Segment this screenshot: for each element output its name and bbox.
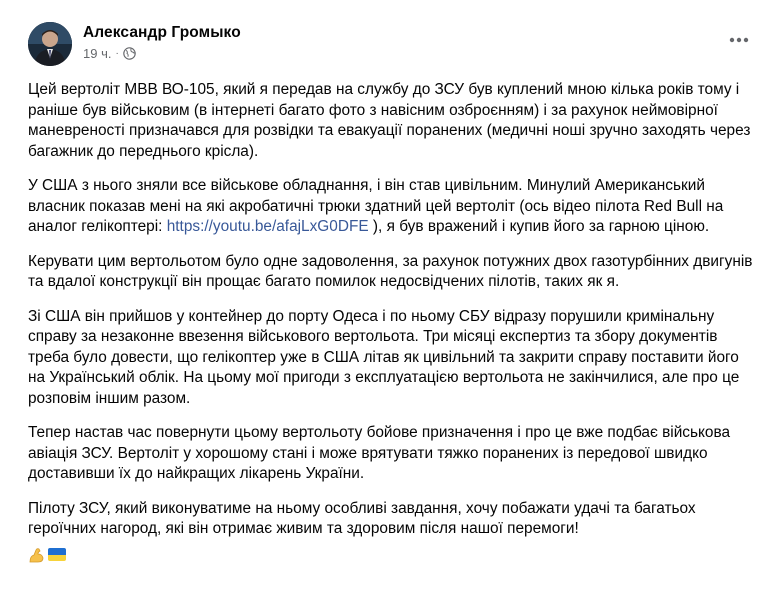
emoji-line <box>28 546 758 564</box>
paragraph-2-text: У США з нього зняли все військове обладнання, і він став цивільним. Минулий Американський власник показав мені на які акробатичні трюки здатний цей вертоліт (ось відео пілота Red Bull на аналог гелікоптері: <box>28 177 724 235</box>
post-meta <box>83 46 136 61</box>
ukraine-flag-emoji-icon <box>48 548 66 561</box>
paragraph-2-text-end: ), я був вражений і купив його за гарною ціною. <box>368 218 710 235</box>
post-time[interactable]: 19 ч. <box>83 46 112 61</box>
globe-icon[interactable] <box>123 47 136 60</box>
post-body <box>28 80 758 564</box>
more-options-icon <box>729 37 749 43</box>
youtube-link[interactable]: https://youtu.be/afajLxG0DFE <box>166 218 369 235</box>
avatar[interactable] <box>28 22 72 66</box>
flag-yellow-stripe <box>48 555 66 562</box>
paragraph-6: Пілоту ЗСУ, який виконуватиме на ньому особливі завдання, хочу побажати удачі та багатьох героїчних нагород, які він отримає живим та здоровим після нашої перемоги! <box>28 499 696 537</box>
avatar-image <box>28 22 72 66</box>
paragraph-5: Тепер настав час повернути цьому вертольоту бойове призначення і про це вже подбає військова авіація ЗСУ. Вертоліт у хорошому стані і може врятувати тяжко поранених із передової швидко доставивши їх до найкращих лікарень України. <box>28 424 731 482</box>
post-header <box>28 20 761 68</box>
paragraph-4: Зі США він прийшов у контейнер до порту Одеса і по ньому СБУ відразу порушили кримінальну справу за незаконне ввезення військового вертольота. Три місяці експертиз та збору документів треба було довести, що гелікоптер уже в США літав як цивільний та закрити справу поставити його на Український облік. На цьому мої пригоди з експлуатацією вертольота не закінчилися, але про це розповім іншим разом. <box>28 307 740 407</box>
paragraph-3: Керувати цим вертольотом було одне задоволення, за рахунок потужних двох газотурбінних двигунів та вдалої конструкції він прощає багато помилок недосвідчених пілотів, таких як я. <box>28 252 753 290</box>
meta-separator: · <box>115 48 119 59</box>
flexed-biceps-emoji-icon <box>28 546 46 564</box>
paragraph-1: Цей вертоліт МВВ ВО-105, який я передав на службу до ЗСУ був куплений мною кілька років тому і раніше був військовим (в інтернеті багато фото з навісним озброєнням) і за рахунок неймовірної маневреності призначався для розвідки та евакуації поранених (медичні ноші зручно заходять через багажник до переднього крісла). <box>28 81 751 160</box>
paragraph-2 <box>28 176 758 238</box>
author-name[interactable]: Александр Громыко <box>83 24 241 41</box>
more-options-button[interactable] <box>721 22 757 58</box>
